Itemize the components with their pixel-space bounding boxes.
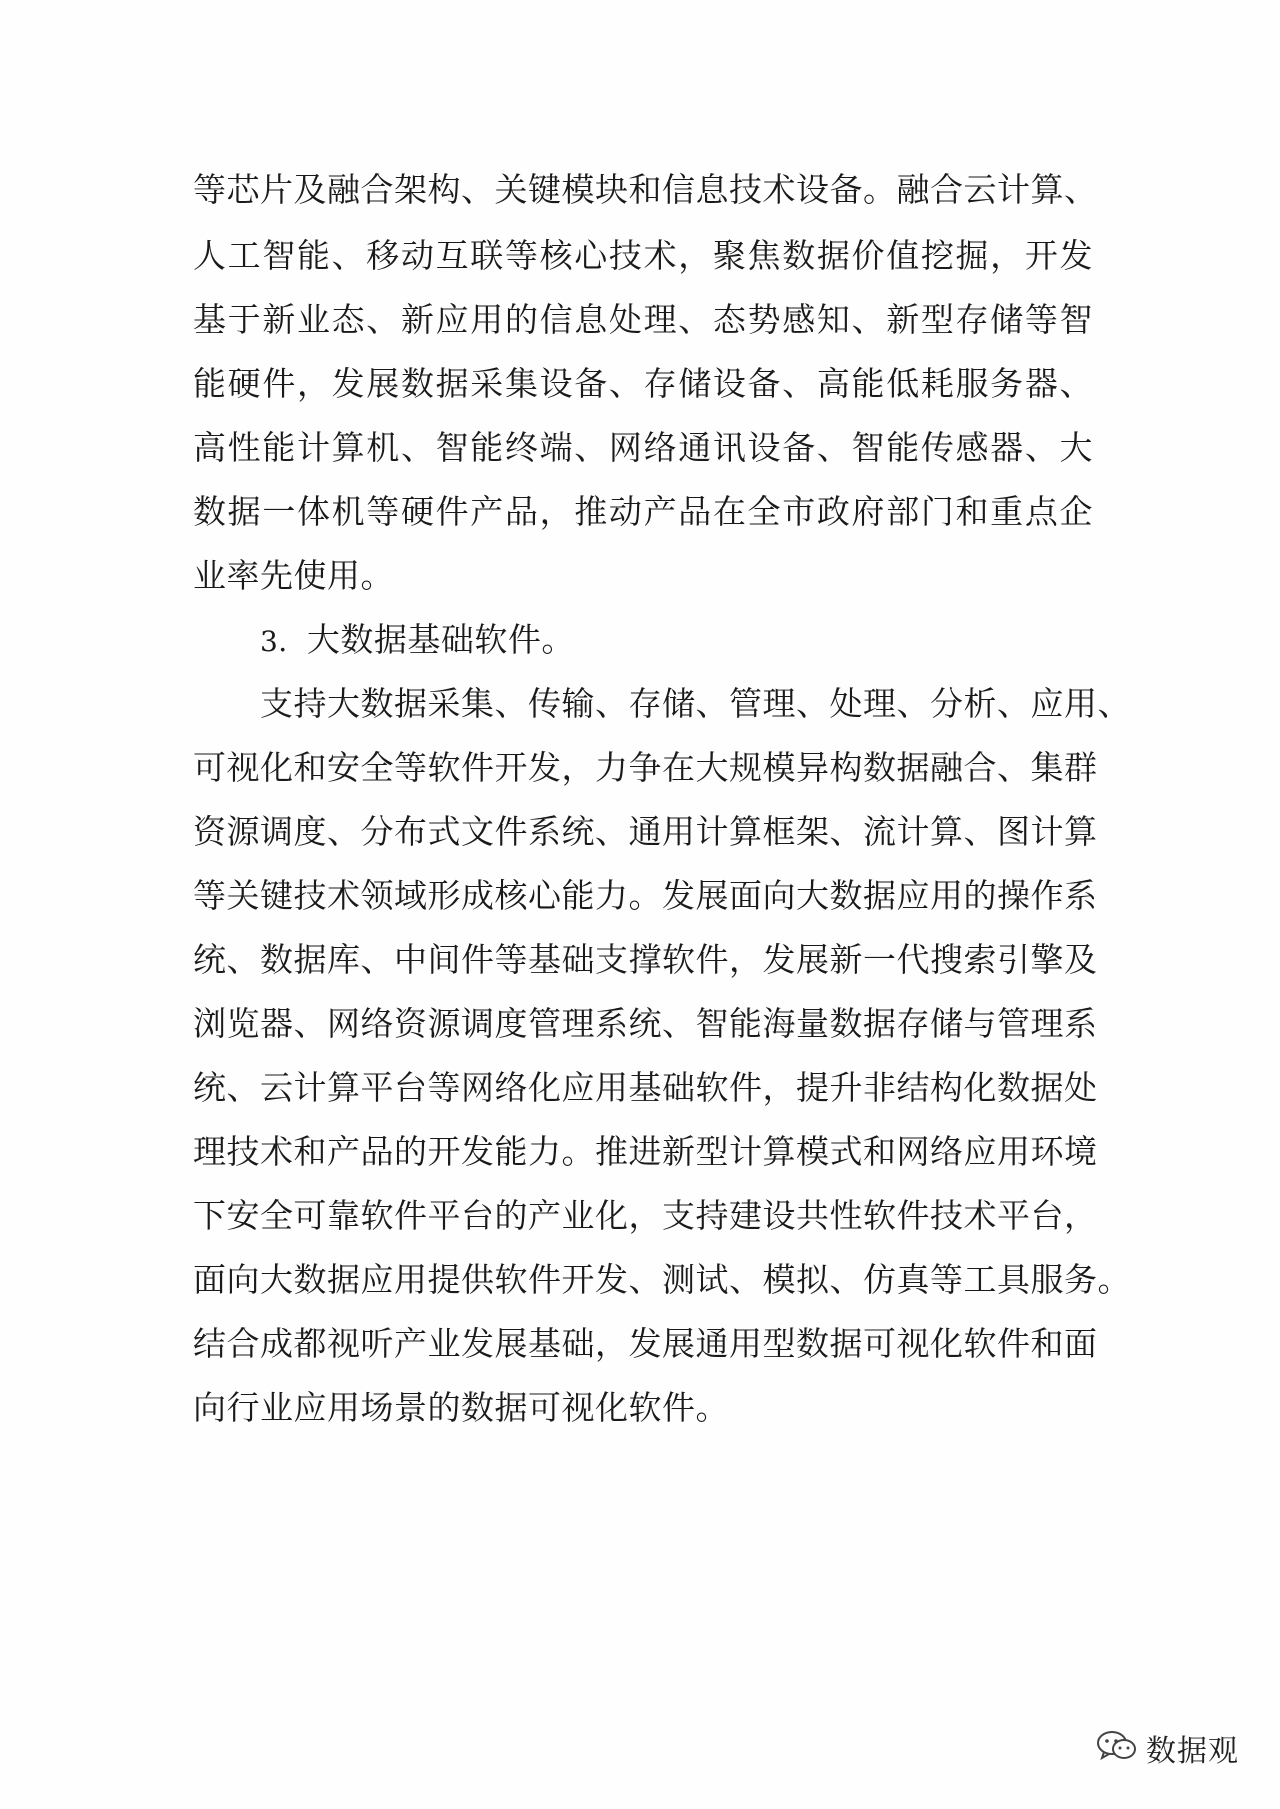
paragraph-line: 支持大数据采集、传输、存储、管理、处理、分析、应用、 — [260, 684, 1131, 723]
paragraph-line: 等关键技术领域形成核心能力。发展面向大数据应用的操作系 — [193, 876, 1098, 915]
paragraph-line: 业率先使用。 — [193, 556, 394, 595]
paragraph-line: 理技术和产品的开发能力。推进新型计算模式和网络应用环境 — [193, 1132, 1098, 1171]
section-heading — [260, 610, 1093, 670]
section-number: 3． — [260, 625, 307, 658]
paragraph-line: 能硬件，发展数据采集设备、存储设备、高能低耗服务器、 — [193, 364, 1093, 403]
paragraph-line: 人工智能、移动互联等核心技术，聚焦数据价值挖掘，开发 — [193, 236, 1093, 275]
paragraph-line: 统、云计算平台等网络化应用基础软件，提升非结构化数据处 — [193, 1068, 1098, 1107]
watermark-text: 数据观 — [1146, 1734, 1239, 1769]
paragraph-line: 面向大数据应用提供软件开发、测试、模拟、仿真等工具服务。 — [193, 1260, 1131, 1299]
paragraph-line: 向行业应用场景的数据可视化软件。 — [193, 1388, 729, 1427]
paragraph-line: 高性能计算机、智能终端、网络通讯设备、智能传感器、大 — [193, 428, 1093, 467]
watermark — [1096, 1728, 1239, 1768]
paragraph-line: 资源调度、分布式文件系统、通用计算框架、流计算、图计算 — [193, 812, 1098, 851]
paragraph-line: 基于新业态、新应用的信息处理、态势感知、新型存储等智 — [193, 300, 1093, 339]
paragraph-line: 可视化和安全等软件开发，力争在大规模异构数据融合、集群 — [193, 748, 1098, 787]
paragraph-line: 数据一体机等硬件产品，推动产品在全市政府部门和重点企 — [193, 492, 1093, 531]
wechat-icon — [1096, 1730, 1138, 1766]
paragraph-line: 结合成都视听产业发展基础，发展通用型数据可视化软件和面 — [193, 1324, 1098, 1363]
paragraph-line: 等芯片及融合架构、关键模块和信息技术设备。融合云计算、 — [193, 170, 1098, 209]
paragraph-line: 下安全可靠软件平台的产业化，支持建设共性软件技术平台， — [193, 1196, 1098, 1235]
paragraph-line: 统、数据库、中间件等基础支撑软件，发展新一代搜索引擎及 — [193, 940, 1098, 979]
section-title: 大数据基础软件。 — [306, 620, 575, 659]
paragraph-line: 浏览器、网络资源调度管理系统、智能海量数据存储与管理系 — [193, 1004, 1098, 1043]
